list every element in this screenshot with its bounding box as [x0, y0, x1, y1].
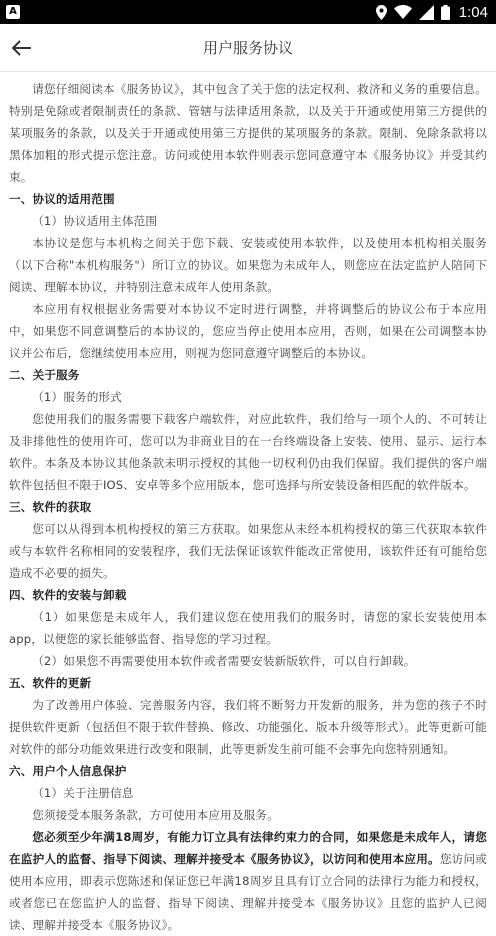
section-6-normal-text: 您访问或使用本应用，即表示您陈述和保证您已年满18周岁且具有订立合同的法律行为能力和授权，或者您已在您监护人的监督、指导下阅读、理解并接受本《服务协议》且您的监护人已阅读、理解并接受本《服务协议》。	[9, 852, 487, 932]
status-right	[376, 4, 488, 21]
section-3-title: 三、软件的获取	[9, 500, 92, 514]
section-4-paragraph-1: （1）如果您是未成年人，我们建议您在使用我们的服务时，请您的家长安装使用本app，以便您的家长能够监督、指导您的学习过程。	[9, 610, 487, 646]
title-bar	[0, 24, 496, 72]
section-6-paragraph-1: 您须接受本服务条款，方可使用本应用及服务。	[32, 808, 279, 822]
app-notification-icon	[6, 5, 20, 19]
signal-icon	[419, 5, 434, 20]
section-6-title: 六、用户个人信息保护	[9, 764, 127, 778]
status-left	[6, 5, 20, 19]
status-time: 1:04	[458, 3, 488, 21]
section-1-paragraph-1: 本协议是您与本机构之间关于您下载、安装或使用本软件，以及使用本机构相关服务（以下合称"本机构服务"）所订立的协议。如果您为未成年人，则您应在法定监护人陪同下阅读、理解本协议，并特别注意未成年人使用条款。	[9, 236, 487, 294]
agreement-content	[0, 72, 496, 936]
section-2-subtitle: （1）服务的形式	[32, 390, 122, 404]
section-4-paragraph-2: （2）如果您不再需要使用本软件或者需要安装新版软件，可以自行卸载。	[32, 654, 416, 668]
section-5-title: 五、软件的更新	[9, 676, 92, 690]
section-6-bold-text: 您必须至少年满18周岁，有能力订立具有法律约束力的合同，如果您是未成年人，请您在监护人的监督、指导下阅读、理解并接受本《服务协议》，以访问和使用本应用。	[9, 830, 487, 866]
section-2-paragraph-1: 您使用我们的服务需要下载客户端软件，对应此软件，我们给与一项个人的、不可转让及非排他性的使用许可，您可以为非商业目的在一台终端设备上安装、使用、显示、运行本软件。本条及本协议其他条款未明示授权的其他一切权利仍由我们保留。我们提供的客户端软件包括但不限于IOS、安卓等多个应用版本，您可选择与所安装设备相匹配的软件版本。	[9, 412, 487, 492]
section-3-paragraph-1: 您可以从得到本机构授权的第三方获取。如果您从未经本机构授权的第三代获取本软件或与本软件名称相同的安装程序，我们无法保证该软件能改正常使用，该软件还有可能给您造成不必要的损失。	[9, 522, 487, 580]
battery-icon	[441, 5, 450, 20]
section-6-paragraph-2	[9, 826, 487, 936]
status-bar	[0, 0, 496, 24]
section-5-paragraph-1: 为了改善用户体验、完善服务内容，我们将不断努力开发新的服务，并为您的孩子不时提供软件更新（包括但不限于软件替换、修改、功能强化、版本升级等形式）。此等更新可能对软件的部分功能效果进行改变和限制，此等更新发生前可能不会事先向您特别通知。	[9, 698, 487, 756]
section-2-title: 二、关于服务	[9, 368, 80, 382]
wifi-icon	[394, 5, 412, 19]
location-icon	[376, 5, 387, 20]
page-title: 用户服务协议	[202, 39, 293, 57]
section-1-paragraph-2: 本应用有权根据业务需要对本协议不定时进行调整，并将调整后的协议公布于本应用中，如果您不同意调整后的本协议的，您应当停止使用本应用，否则，如果在公司调整本协议并公布后，您继续使用本应用，则视为您同意遵守调整后的本协议。	[9, 302, 487, 360]
section-1-title: 一、协议的适用范围	[9, 192, 115, 206]
app-icon-letter: A	[9, 6, 17, 17]
section-6-subtitle: （1）关于注册信息	[32, 786, 134, 800]
section-1-subtitle: （1）协议适用主体范围	[32, 214, 158, 228]
section-4-title: 四、软件的安装与卸载	[9, 588, 127, 602]
back-button[interactable]	[10, 36, 34, 60]
arrow-left-icon	[12, 40, 32, 56]
intro-paragraph: 请您仔细阅读本《服务协议》，其中包含了关于您的法定权利、救济和义务的重要信息。特别是免除或者限制责任的条款、管辖与法律适用条款，以及关于开通或使用第三方提供的某项服务的条款，以及关于开通或使用第三方提供的某项服务的条款。限制、免除条款将以黑体加粗的形式提示您注意。访问或使用本软件则表示您同意遵守本《服务协议》并受其约束。	[9, 82, 487, 184]
